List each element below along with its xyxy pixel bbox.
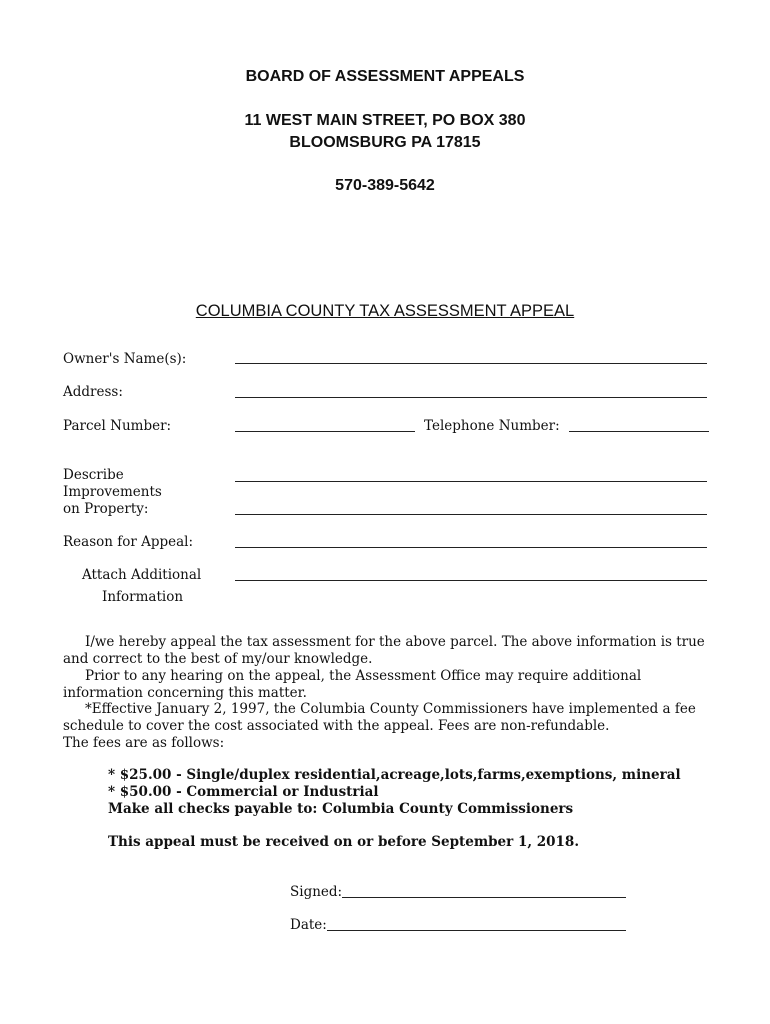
improvements-label-line-2: Improvements: [63, 484, 162, 500]
body-p2-line2: information concerning this matter.: [63, 685, 307, 701]
attach-field[interactable]: [235, 580, 707, 581]
parcel-number-field[interactable]: [235, 431, 415, 432]
parcel-number-label: Parcel Number:: [63, 418, 172, 434]
reason-field[interactable]: [235, 547, 707, 548]
reason-label: Reason for Appeal:: [63, 534, 194, 550]
body-p3-line2: schedule to cover the cost associated with the appeal. Fees are non-refundable.: [63, 718, 610, 734]
signed-label: Signed:: [290, 884, 343, 900]
attach-label-line-2: Information: [102, 589, 184, 605]
address-label: Address:: [63, 384, 123, 400]
body-p3-line1: *Effective January 2, 1997, the Columbia County Commissioners have implemented a fee: [85, 701, 696, 717]
body-p1-line1: I/we hereby appeal the tax assessment for the above parcel. The above information is true: [85, 634, 705, 650]
address-line-1: 11 WEST MAIN STREET, PO BOX 380: [244, 112, 526, 129]
improvements-label-line-3: on Property:: [63, 501, 149, 517]
fee-commercial: * $50.00 - Commercial or Industrial: [108, 784, 379, 800]
checks-payable: Make all checks payable to: Columbia County Commissioners: [108, 801, 574, 817]
deadline-notice: This appeal must be received on or before September 1, 2018.: [108, 834, 580, 850]
date-field[interactable]: [327, 930, 626, 931]
date-label: Date:: [290, 917, 327, 933]
owner-name-field[interactable]: [235, 363, 707, 364]
improvements-label-line-1: Describe: [63, 467, 124, 483]
signature-field[interactable]: [342, 897, 626, 898]
improvements-field-line-2[interactable]: [235, 514, 707, 515]
body-p1-line2: and correct to the best of my/our knowledge.: [63, 651, 373, 667]
owner-name-label: Owner's Name(s):: [63, 351, 187, 367]
body-p3-line3: The fees are as follows:: [63, 735, 225, 751]
body-p2-line1: Prior to any hearing on the appeal, the Assessment Office may require additional: [85, 668, 642, 684]
fee-residential: * $25.00 - Single/duplex residential,acreage,lots,farms,exemptions, mineral: [108, 767, 681, 783]
form-title: COLUMBIA COUNTY TAX ASSESSMENT APPEAL: [195, 302, 575, 320]
attach-label-line-1: Attach Additional: [82, 567, 202, 583]
phone-number: 570-389-5642: [335, 177, 435, 194]
address-field[interactable]: [235, 397, 707, 398]
telephone-label: Telephone Number:: [424, 418, 560, 434]
telephone-field[interactable]: [569, 431, 709, 432]
organization-name: BOARD OF ASSESSMENT APPEALS: [245, 68, 525, 85]
improvements-field-line-1[interactable]: [235, 481, 707, 482]
address-line-2: BLOOMSBURG PA 17815: [289, 134, 481, 151]
